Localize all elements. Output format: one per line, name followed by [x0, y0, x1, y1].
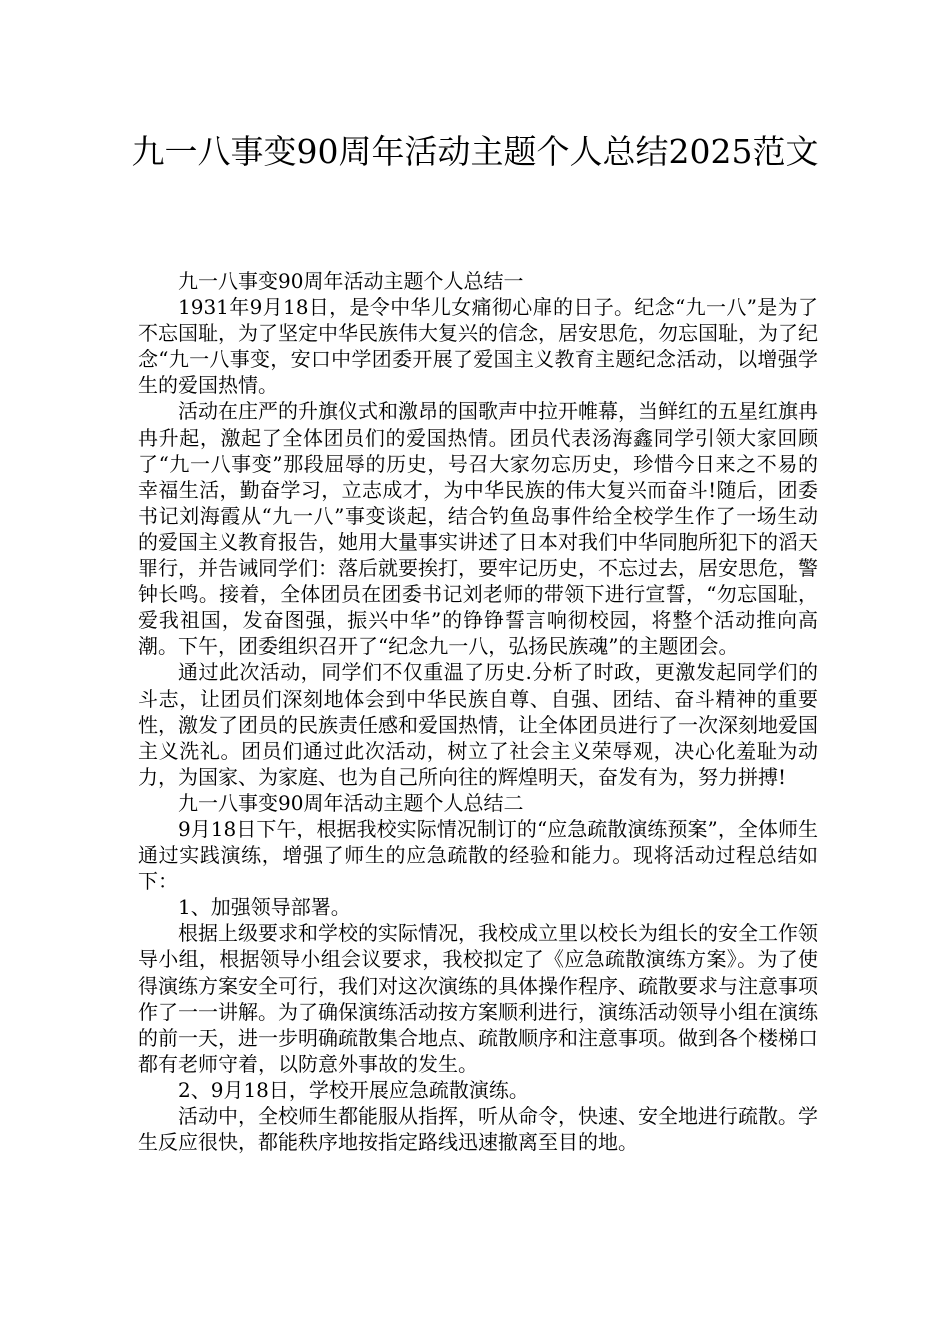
paragraph: 活动中，全校师生都能服从指挥，听从命令，快速、安全地进行疏散。学生反应很快，都能秩序地按指定路线迅速撤离至目的地。	[138, 1104, 818, 1155]
paragraph: 通过此次活动，同学们不仅重温了历史.分析了时政，更激发起同学们的斗志，让团员们深刻地体会到中华民族自尊、自强、团结、奋斗精神的重要性，激发了团员的民族责任感和爱国热情，让全体团员进行了一次深刻地爱国主义洗礼。团员们通过此次活动，树立了社会主义荣辱观，决心化羞耻为动力，为国家、为家庭、也为自己所向往的辉煌明天，奋发有为，努力拼搏!	[138, 660, 818, 789]
paragraph: 活动在庄严的升旗仪式和激昂的国歌声中拉开帷幕，当鲜红的五星红旗冉冉升起，激起了全体团员们的爱国热情。团员代表汤海鑫同学引领大家回顾了“九一八事变”那段屈辱的历史，号召大家勿忘历史，珍惜今日来之不易的幸福生活，勤奋学习，立志成才，为中华民族的伟大复兴而奋斗!随后，团委书记刘海霞从“九一八”事变谈起，结合钓鱼岛事件给全校学生作了一场生动的爱国主义教育报告，她用大量事实讲述了日本对我们中华同胞所犯下的滔天罪行，并告诫同学们：落后就要挨打，要牢记历史，不忘过去，居安思危，警钟长鸣。接着，全体团员在团委书记刘老师的带领下进行宣誓，“勿忘国耻，爱我祖国，发奋图强，振兴中华”的铮铮誓言响彻校园，将整个活动推向高潮。下午，团委组织召开了“纪念九一八，弘扬民族魂”的主题团会。	[138, 399, 818, 659]
list-item-heading: 2、9月18日，学校开展应急疏散演练。	[178, 1077, 529, 1102]
list-item-heading: 1、加强领导部署。	[178, 895, 351, 920]
document-title: 九一八事变90周年活动主题个人总结2025范文	[131, 132, 819, 171]
paragraph: 根据上级要求和学校的实际情况，我校成立里以校长为组长的安全工作领导小组，根据领导小组会议要求，我校拟定了《应急疏散演练方案》。为了使得演练方案安全可行，我们对这次演练的具体操作程序、疏散要求与注意事项作了一一讲解。为了确保演练活动按方案顺利进行，演练活动领导小组在演练的前一天，进一步明确疏散集合地点、疏散顺序和注意事项。做到各个楼梯口都有老师守着，以防意外事故的发生。	[138, 921, 818, 1076]
document-body	[138, 268, 818, 1155]
section-heading-2: 九一八事变90周年活动主题个人总结二	[178, 790, 524, 815]
paragraph: 1931年9月18日，是令中华儿女痛彻心扉的日子。纪念“九一八”是为了不忘国耻，为了坚定中华民族伟大复兴的信念，居安思危，勿忘国耻，为了纪念“九一八事变，安口中学团委开展了爱国主义教育主题纪念活动，以增强学生的爱国热情。	[138, 295, 818, 398]
section-heading-1: 九一八事变90周年活动主题个人总结一	[178, 269, 524, 293]
paragraph: 9月18日下午，根据我校实际情况制订的“应急疏散演练预案”，全体师生通过实践演练，增强了师生的应急疏散的经验和能力。现将活动过程总结如下：	[138, 816, 818, 894]
